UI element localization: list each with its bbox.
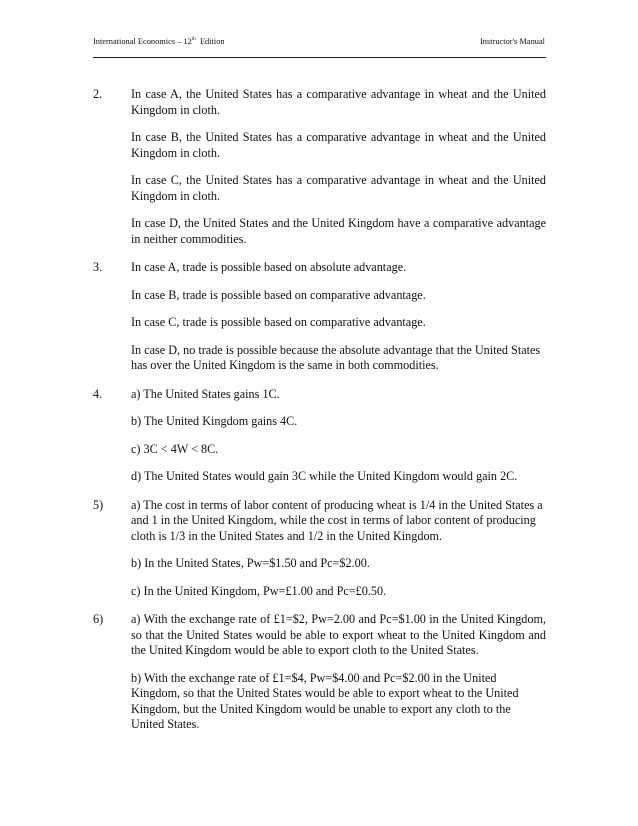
answer-item-4 [93, 387, 546, 497]
paragraph: In case C, trade is possible based on comparative advantage. [131, 315, 426, 329]
paragraph: a) With the exchange rate of £1=$2, Pw=2.00 and Pc=$1.00 in the United Kingdom, so that the United States would be able to export wheat to the United Kingdom and the United Kingdom would be able to export cloth to the United States. [131, 612, 546, 657]
item-number: 4. [93, 386, 103, 401]
paragraph: b) With the exchange rate of £1=$4, Pw=$4.00 and Pc=$2.00 in the United Kingdom, so that the United States would be able to export wheat to the United Kingdom, but the United Kingdom would be unable to export any cloth to the United States. [131, 670, 519, 731]
header-divider [93, 57, 546, 58]
paragraph: In case A, the United States has a comparative advantage in wheat and the United Kingdom in cloth. [131, 87, 546, 117]
header-manual-title: Instructor's Manual [479, 37, 545, 46]
paragraph: c) 3C < 4W < 8C. [131, 441, 219, 456]
paragraph: In case B, trade is possible based on comparative advantage. [131, 287, 426, 302]
paragraph: In case B, the United States has a comparative advantage in wheat and the United Kingdom in cloth. [131, 130, 546, 160]
paragraph: d) The United States would gain 3C while the United Kingdom would gain 2C. [131, 469, 518, 483]
item-number: 6) [93, 612, 104, 626]
answer-item-6 [93, 612, 546, 745]
item-number: 3. [93, 260, 103, 274]
document-body [93, 87, 546, 746]
answer-item-5 [93, 498, 546, 612]
item-number: 2. [93, 87, 103, 101]
paragraph: a) The United States gains 1C. [131, 386, 280, 401]
header-book-title: International Economics – 12th Edition [93, 37, 225, 46]
paragraph: a) The cost in terms of labor content of producing wheat is 1/4 in the United States a and 1 in the United Kingdom, while the cost in terms of labor content of producing cloth is 1/3 in the United States and 1/2 in the United Kingdom. [131, 497, 543, 543]
paragraph: c) In the United Kingdom, Pw=£1.00 and Pc=£0.50. [131, 583, 387, 598]
paragraph: In case C, the United States has a comparative advantage in wheat and the United Kingdom in cloth. [131, 173, 546, 203]
item-number: 5) [93, 497, 104, 512]
paragraph: In case D, no trade is possible because the absolute advantage that the United States has over the United Kingdom is the same in both commodities. [131, 342, 541, 372]
answer-item-3 [93, 260, 546, 386]
paragraph: In case A, trade is possible based on absolute advantage. [131, 260, 407, 274]
paragraph: b) In the United States, Pw=$1.50 and Pc=$2.00. [131, 556, 370, 570]
answer-item-2 [93, 87, 546, 259]
paragraph: b) The United Kingdom gains 4C. [131, 414, 298, 428]
paragraph: In case D, the United States and the United Kingdom have a comparative advantage in neither commodities. [131, 216, 546, 246]
